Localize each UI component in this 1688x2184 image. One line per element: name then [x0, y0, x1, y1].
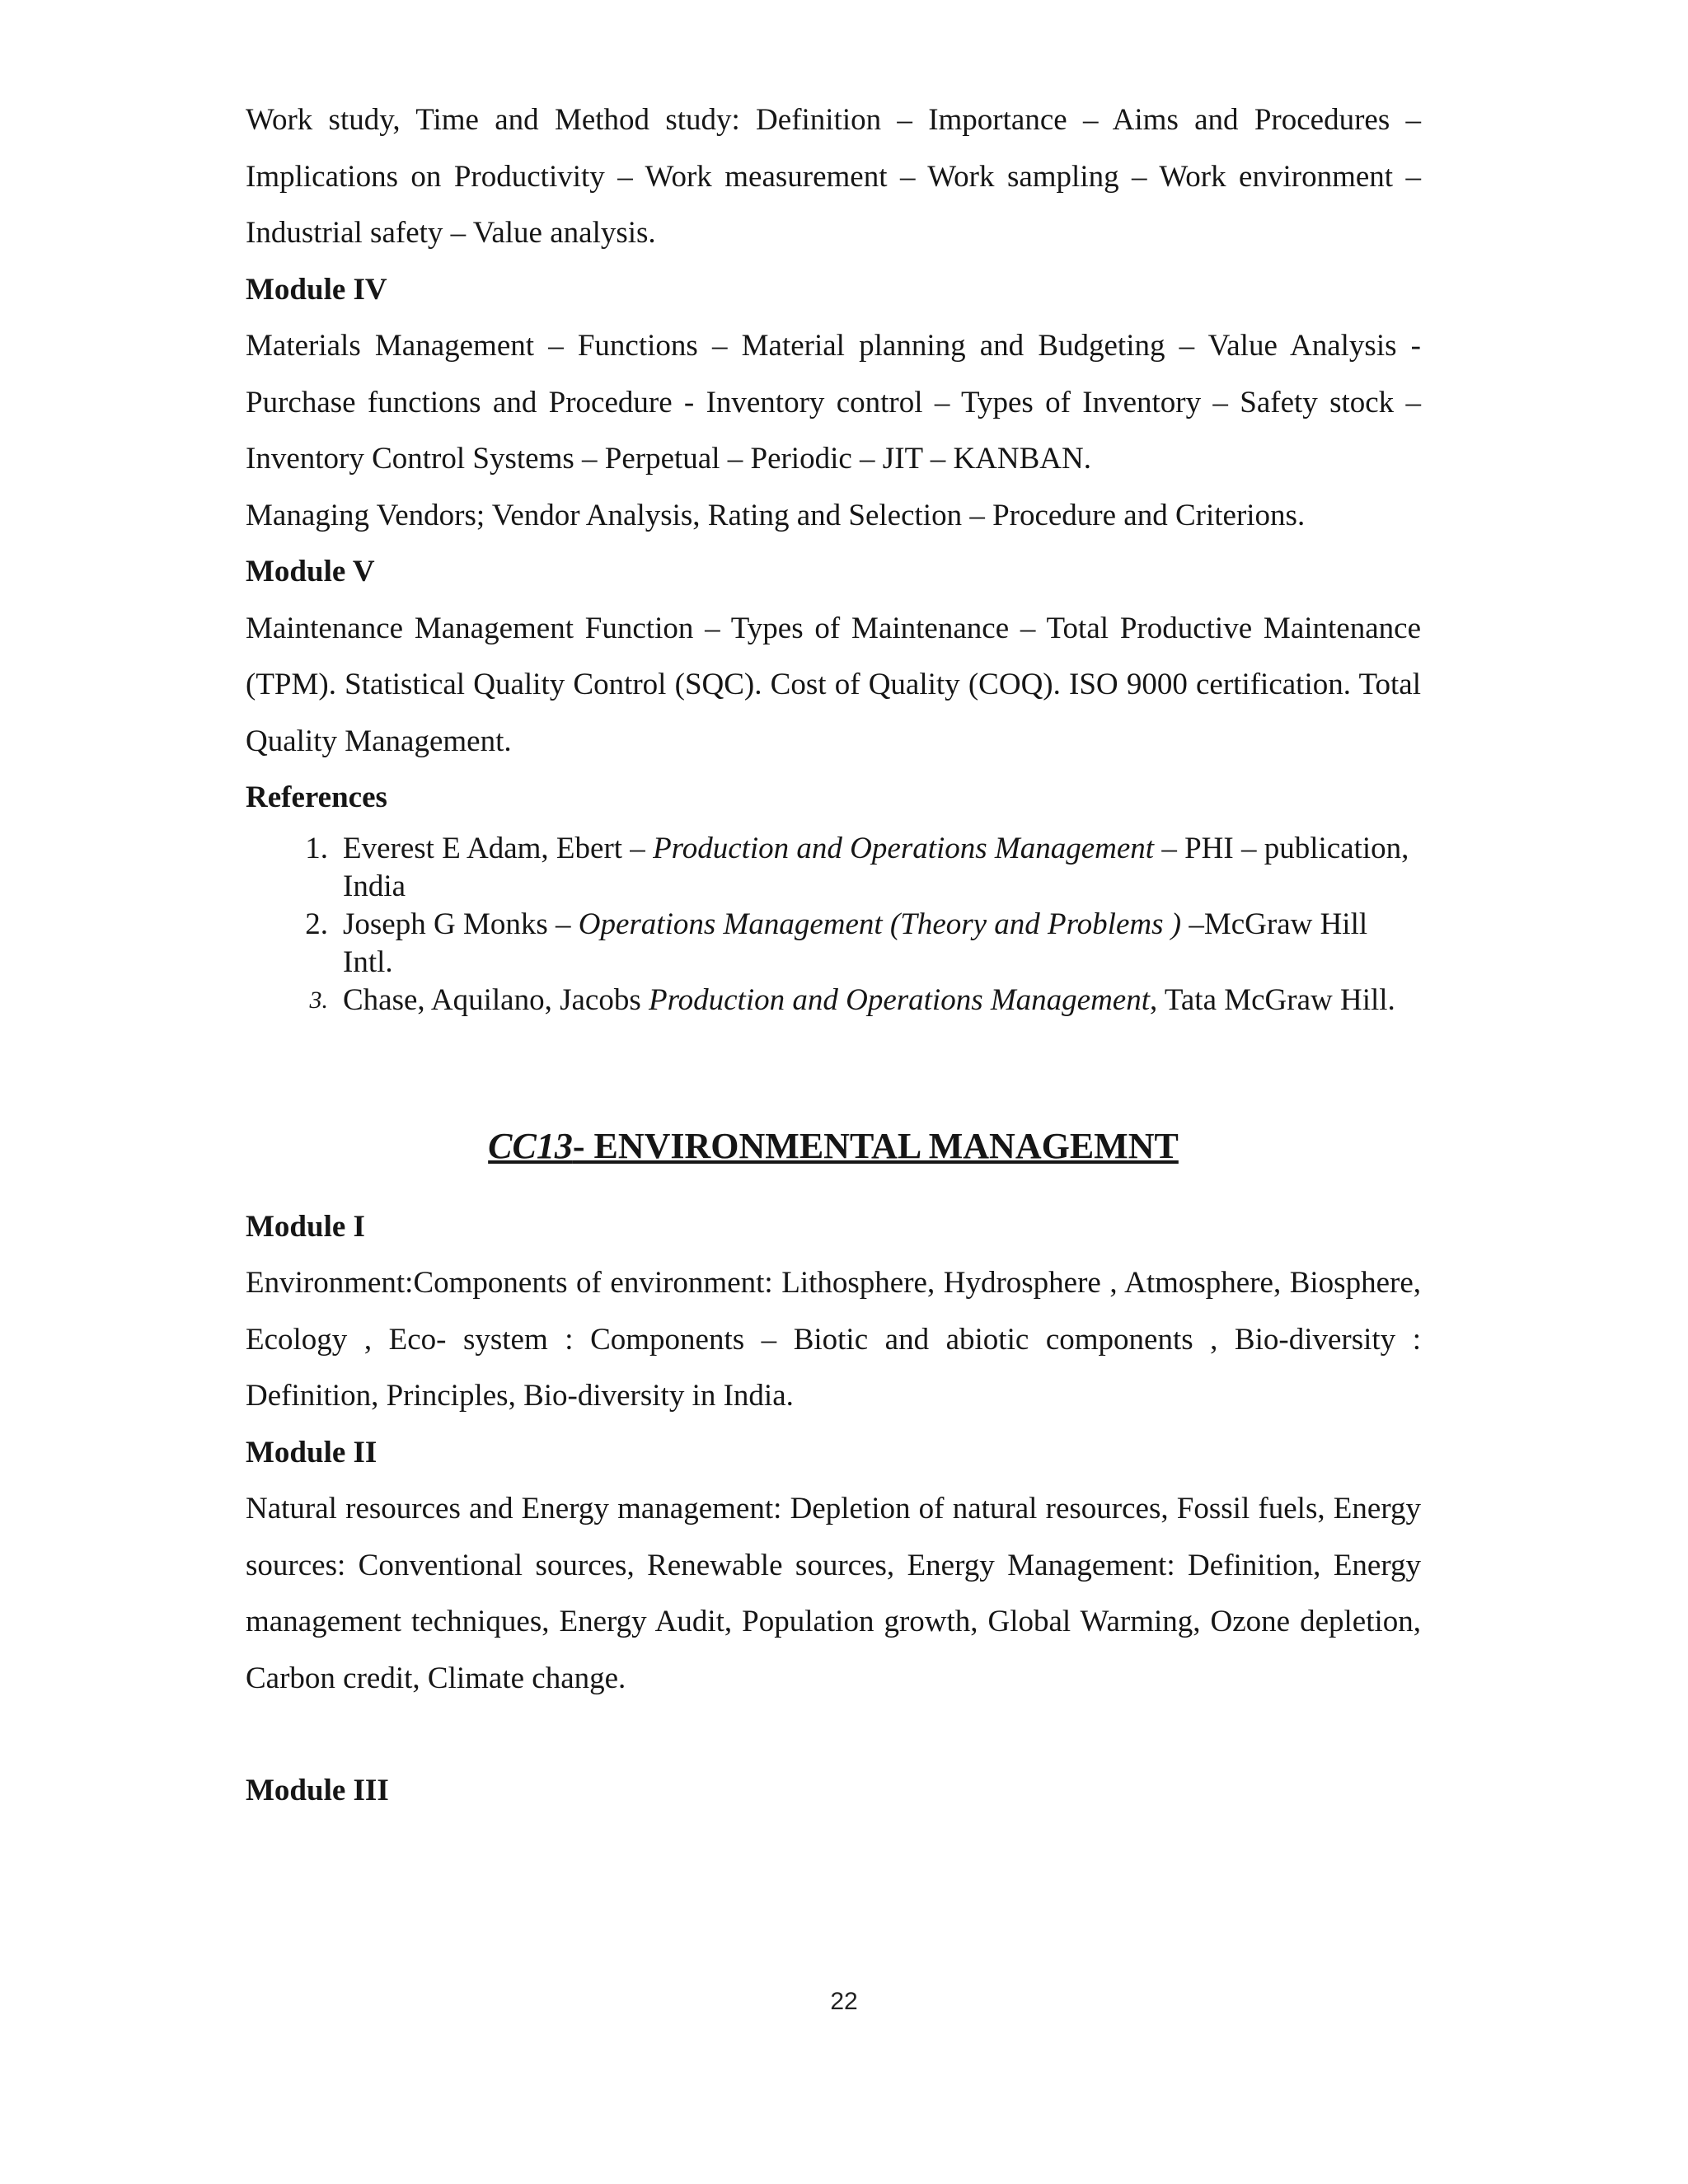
- reference-text: Joseph G Monks – Operations Management (Theory and Problems ) –McGraw Hill Intl.: [343, 907, 1368, 979]
- reference-title: Operations Management (Theory and Problems ): [578, 907, 1182, 941]
- module-iv-vendors-paragraph: Managing Vendors; Vendor Analysis, Rating and Selection – Procedure and Criterions.: [246, 498, 1306, 532]
- env-module-ii-heading: Module II: [246, 1435, 377, 1469]
- reference-item: [246, 982, 1421, 1019]
- course-title: [246, 1122, 1421, 1171]
- module-v-paragraph: Maintenance Management Function – Types of Maintenance – Total Productive Maintenance (TPM). Statistical Quality Control (SQC). Cost of Quality (COQ). ISO 9000 certification. Total Quality Management.: [246, 611, 1421, 758]
- reference-text: Everest E Adam, Ebert – Production and Operations Management – PHI – publication, India: [343, 831, 1409, 903]
- course-name: - ENVIRONMENTAL MANAGEMNT: [572, 1125, 1179, 1166]
- page-number: 22: [830, 1988, 858, 2015]
- references-list: [246, 830, 1421, 1019]
- reference-text: Chase, Aquilano, Jacobs Production and Operations Management, Tata McGraw Hill.: [343, 982, 1395, 1017]
- reference-item: [246, 830, 1421, 906]
- env-module-iii-heading: Module III: [246, 1774, 389, 1807]
- page-content: [246, 92, 1421, 1820]
- references-heading: References: [246, 780, 387, 814]
- module-iv-paragraph: Materials Management – Functions – Material planning and Budgeting – Value Analysis - Purchase functions and Procedure - Inventory control – Types of Inventory – Safety stock – Inventory Control Systems – Perpetual – Periodic – JIT – KANBAN.: [246, 329, 1421, 476]
- reference-number: 2.: [305, 907, 328, 941]
- env-module-i-heading: Module I: [246, 1209, 365, 1244]
- env-module-i-paragraph: Environment:Components of environment: Lithosphere, Hydrosphere , Atmosphere, Biosphere, Ecology , Eco- system : Components – Biotic and abiotic components , Bio-diversity : Definition, Principles, Bio-diversity in India.: [246, 1266, 1421, 1413]
- course-code: CC13: [488, 1125, 573, 1166]
- module-v-heading: Module V: [246, 555, 375, 588]
- reference-number: 3.: [309, 986, 328, 1014]
- reference-item: [246, 906, 1421, 982]
- reference-title: Production and Operations Management: [648, 982, 1151, 1017]
- intro-paragraph: Work study, Time and Method study: Definition – Importance – Aims and Procedures – Implications on Productivity – Work measurement – Work sampling – Work environment – Industrial safety – Value analysis.: [246, 103, 1421, 250]
- reference-number: 1.: [305, 831, 328, 865]
- env-module-ii-paragraph: Natural resources and Energy management: Depletion of natural resources, Fossil fuels, Energy sources: Conventional sources, Renewable sources, Energy Management: Definition, Energy management techniques, Energy Audit, Population growth, Global Warming, Ozone depletion, Carbon credit, Climate change.: [246, 1492, 1421, 1695]
- module-iv-heading: Module IV: [246, 272, 387, 307]
- reference-title: Production and Operations Management: [653, 831, 1155, 865]
